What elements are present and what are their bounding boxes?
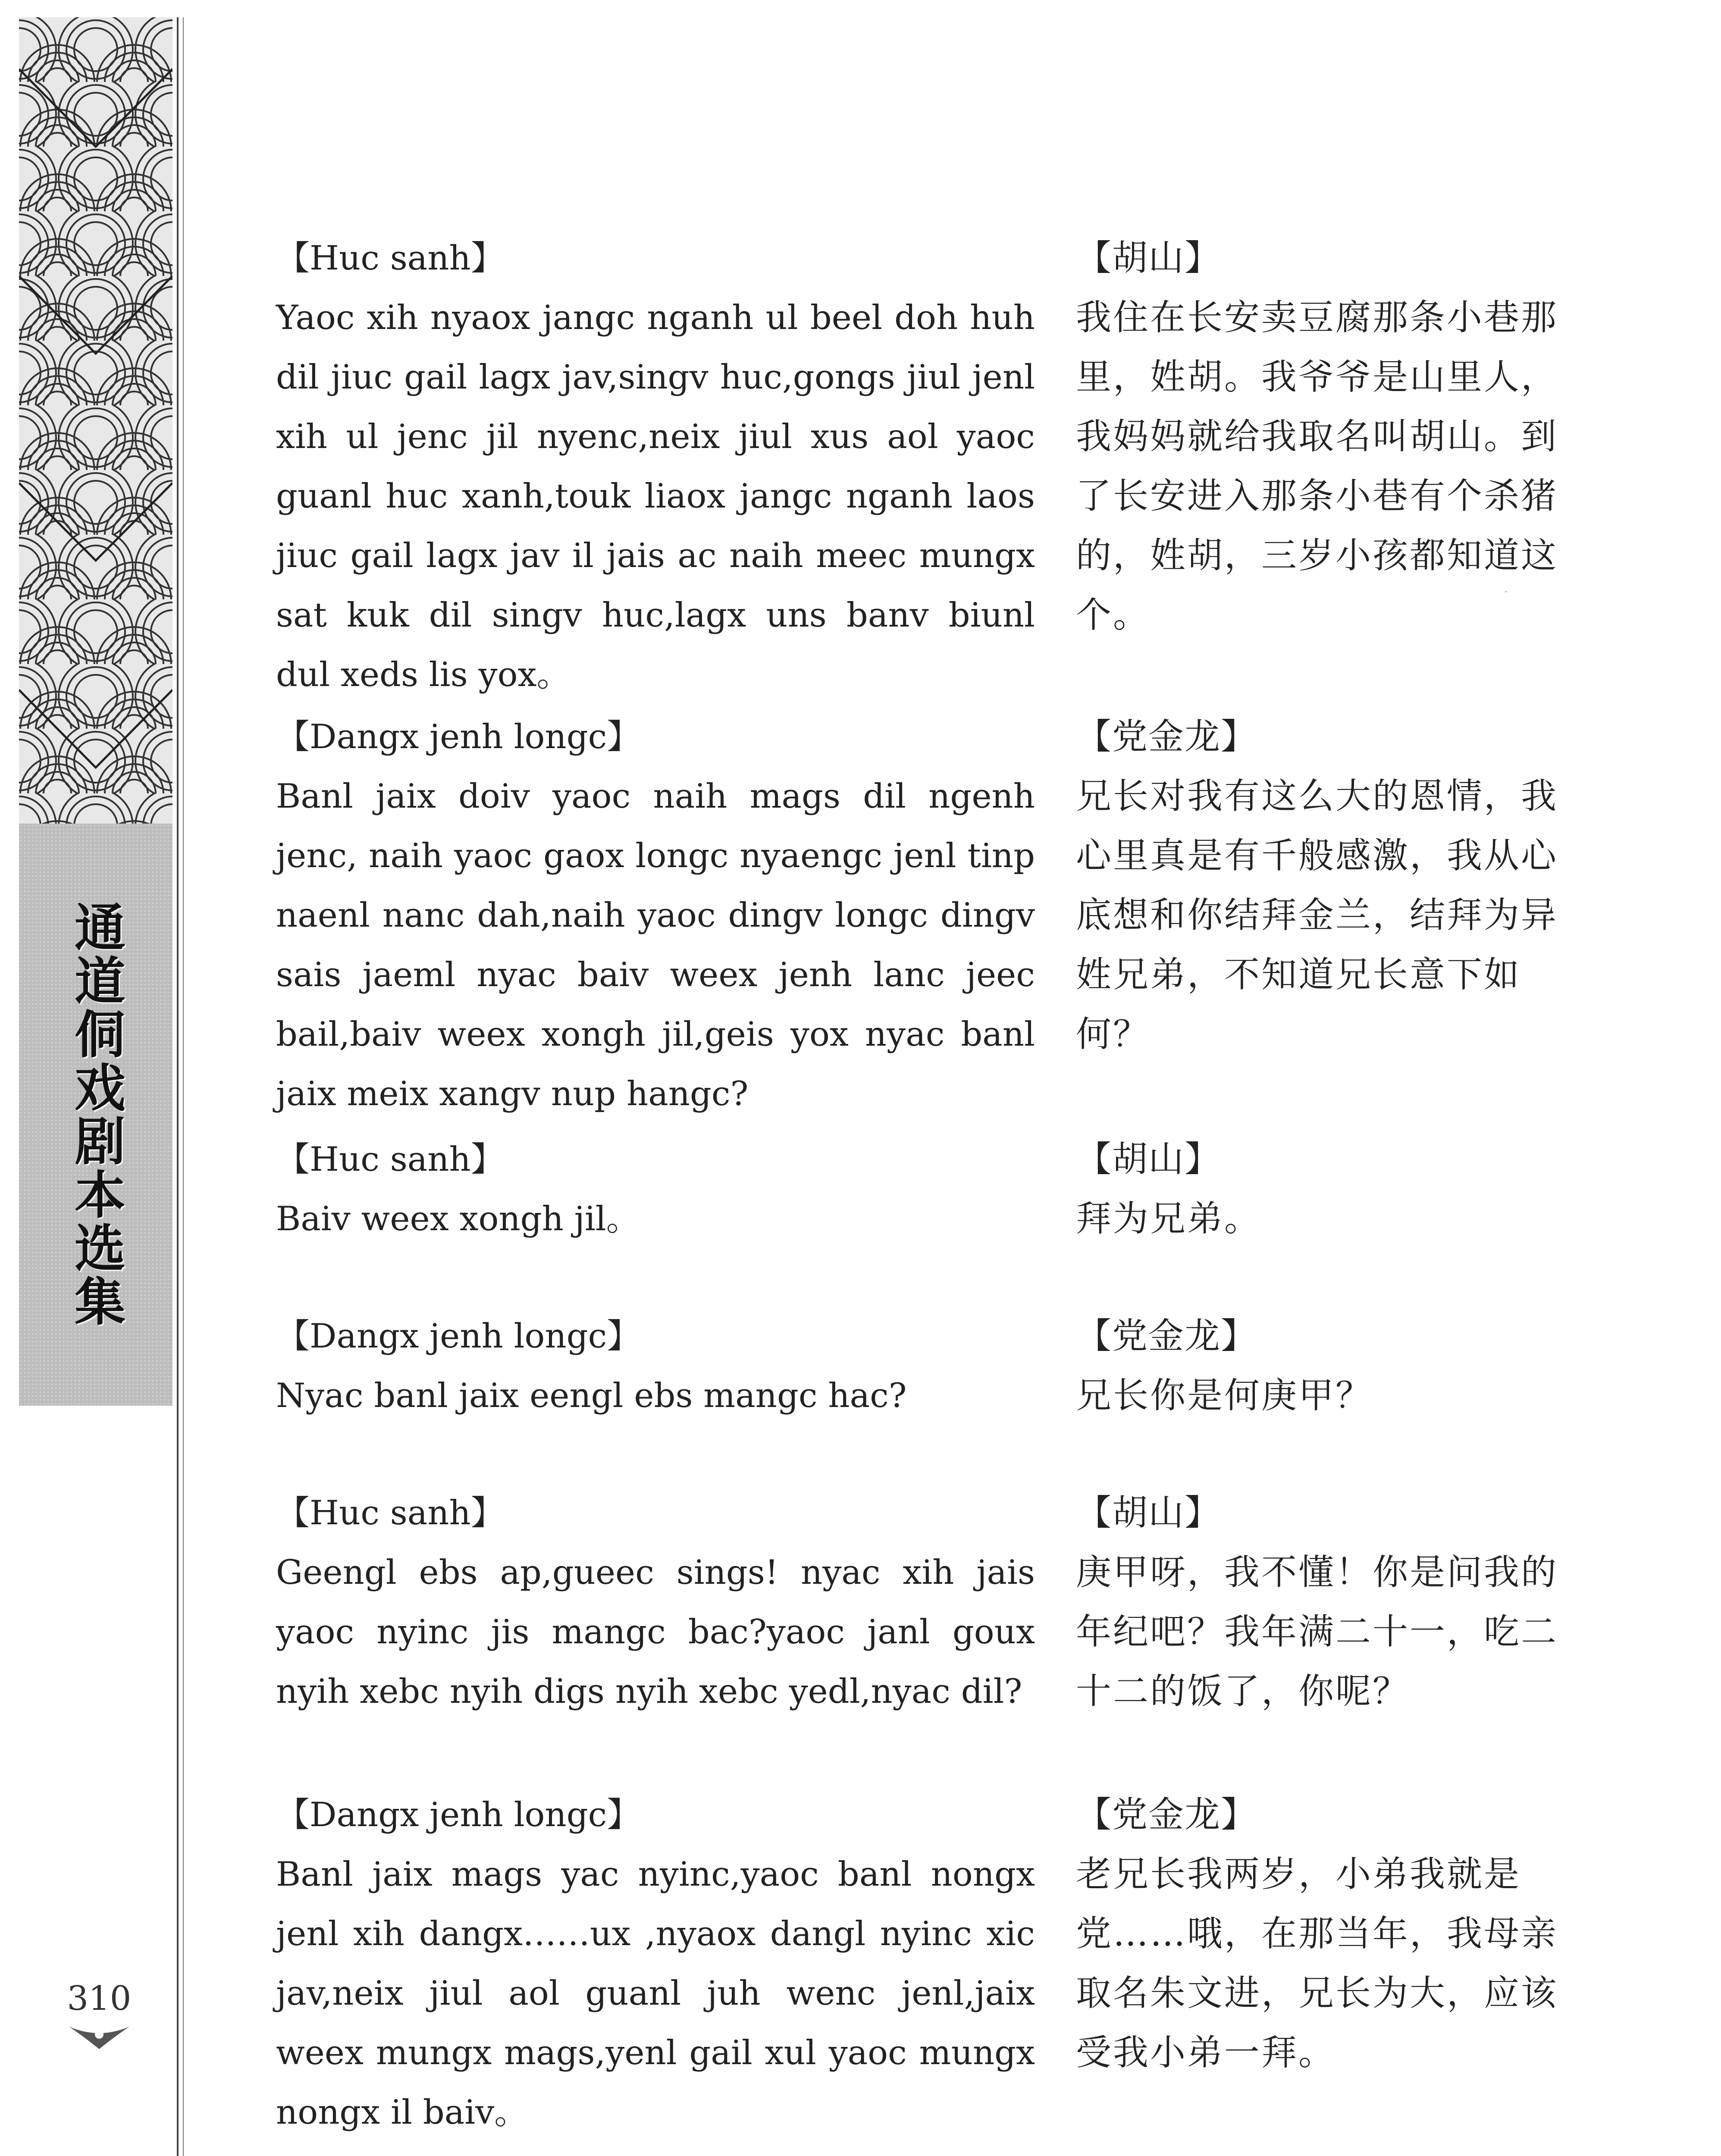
chinese-text: 我住在长安卖豆腐那条小巷那里，姓胡。我爷爷是山里人，我妈妈就给我取名叫胡山。到了长安进入那条小巷有个杀猪的，姓胡，三岁小孩都知道这个。 xyxy=(1076,297,1558,636)
dong-column xyxy=(276,1307,1035,1426)
dong-speaker: 【Dangx jenh longc】 xyxy=(276,1317,641,1356)
book-title: 通道侗戏剧本选集 xyxy=(66,901,126,1329)
dong-text: Banl jaix doiv yaoc naih mags dil ngenh jenc, naih yaoc gaox longc nyaengc jenl tinp naenl nanc dah,naih yaoc dingv longc dingv sais jaeml nyac baiv weex jenh lanc jeec bail,baiv weex xongh jil,geis yox nyac banl jaix meix xangv nup hangc? xyxy=(276,777,1035,1113)
page-number: 310 xyxy=(67,1979,132,2018)
chinese-column xyxy=(1076,1130,1563,1249)
dong-text: Geengl ebs ap,gueec sings! nyac xih jais yaoc nyinc jis mangc bac?yaoc janl goux nyih xebc nyih digs nyih xebc yedl,nyac dil? xyxy=(276,1553,1035,1711)
chinese-speaker: 【胡山】 xyxy=(1076,238,1221,279)
scan-speck xyxy=(1505,591,1507,592)
dong-speaker: 【Huc sanh】 xyxy=(276,1140,505,1179)
dong-speaker: 【Dangx jenh longc】 xyxy=(276,1796,641,1834)
dong-speaker: 【Huc sanh】 xyxy=(276,239,505,278)
dong-text: Baiv weex xongh jil。 xyxy=(276,1200,640,1238)
chinese-text: 庚甲呀，我不懂！你是问我的年纪吧？我年满二十一，吃二十二的饭了，你呢？ xyxy=(1076,1552,1558,1712)
chinese-column xyxy=(1076,1307,1563,1426)
chinese-speaker: 【胡山】 xyxy=(1076,1492,1221,1533)
chinese-column xyxy=(1076,1785,1563,2083)
dong-column xyxy=(276,707,1035,1124)
dong-column xyxy=(276,1130,1035,1249)
dong-column xyxy=(276,1785,1035,2142)
dong-text: Banl jaix mags yac nyinc,yaoc banl nongx jenl xih dangx……ux ,nyaox dangl nyinc xic jav,neix jiul aol guanl juh wenc jenl,jaix weex mungx mags,yenl gail xul yaoc mungx nongx il baiv。 xyxy=(276,1855,1035,2132)
dong-speaker: 【Dangx jenh longc】 xyxy=(276,718,641,756)
chinese-speaker: 【党金龙】 xyxy=(1076,716,1257,757)
chinese-column xyxy=(1076,1483,1563,1721)
dong-text: Yaoc xih nyaox jangc nganh ul beel doh huh dil jiuc gail lagx jav,singv huc,gongs jiul jenl xih ul jenc jil nyenc,neix jiul xus aol yaoc guanl huc xanh,touk liaox jangc nganh laos jiuc gail lagx jav il jais ac naih meec mungx sat kuk dil singv huc,lagx uns banv biunl dul xeds lis yox。 xyxy=(276,298,1035,694)
chinese-column xyxy=(1076,707,1563,1064)
chinese-text: 老兄长我两岁，小弟我就是党……哦，在那当年，我母亲取名朱文进，兄长为大，应该受我小弟一拜。 xyxy=(1076,1854,1558,2073)
dong-speaker: 【Huc sanh】 xyxy=(276,1494,505,1532)
chinese-text: 兄长你是何庚甲？ xyxy=(1076,1375,1373,1416)
chinese-speaker: 【党金龙】 xyxy=(1076,1794,1257,1835)
chinese-speaker: 【胡山】 xyxy=(1076,1139,1221,1180)
chinese-text: 兄长对我有这么大的恩情，我心里真是有千般感激，我从心底想和你结拜金兰，结拜为异姓兄弟，不知道兄长意下如何？ xyxy=(1076,776,1558,1055)
dong-column xyxy=(276,229,1035,705)
dong-column xyxy=(276,1483,1035,1721)
chinese-column xyxy=(1076,229,1563,645)
chinese-text: 拜为兄弟。 xyxy=(1076,1198,1262,1239)
dong-text: Nyac banl jaix eengl ebs mangc hac? xyxy=(276,1376,907,1415)
chinese-speaker: 【党金龙】 xyxy=(1076,1316,1257,1357)
